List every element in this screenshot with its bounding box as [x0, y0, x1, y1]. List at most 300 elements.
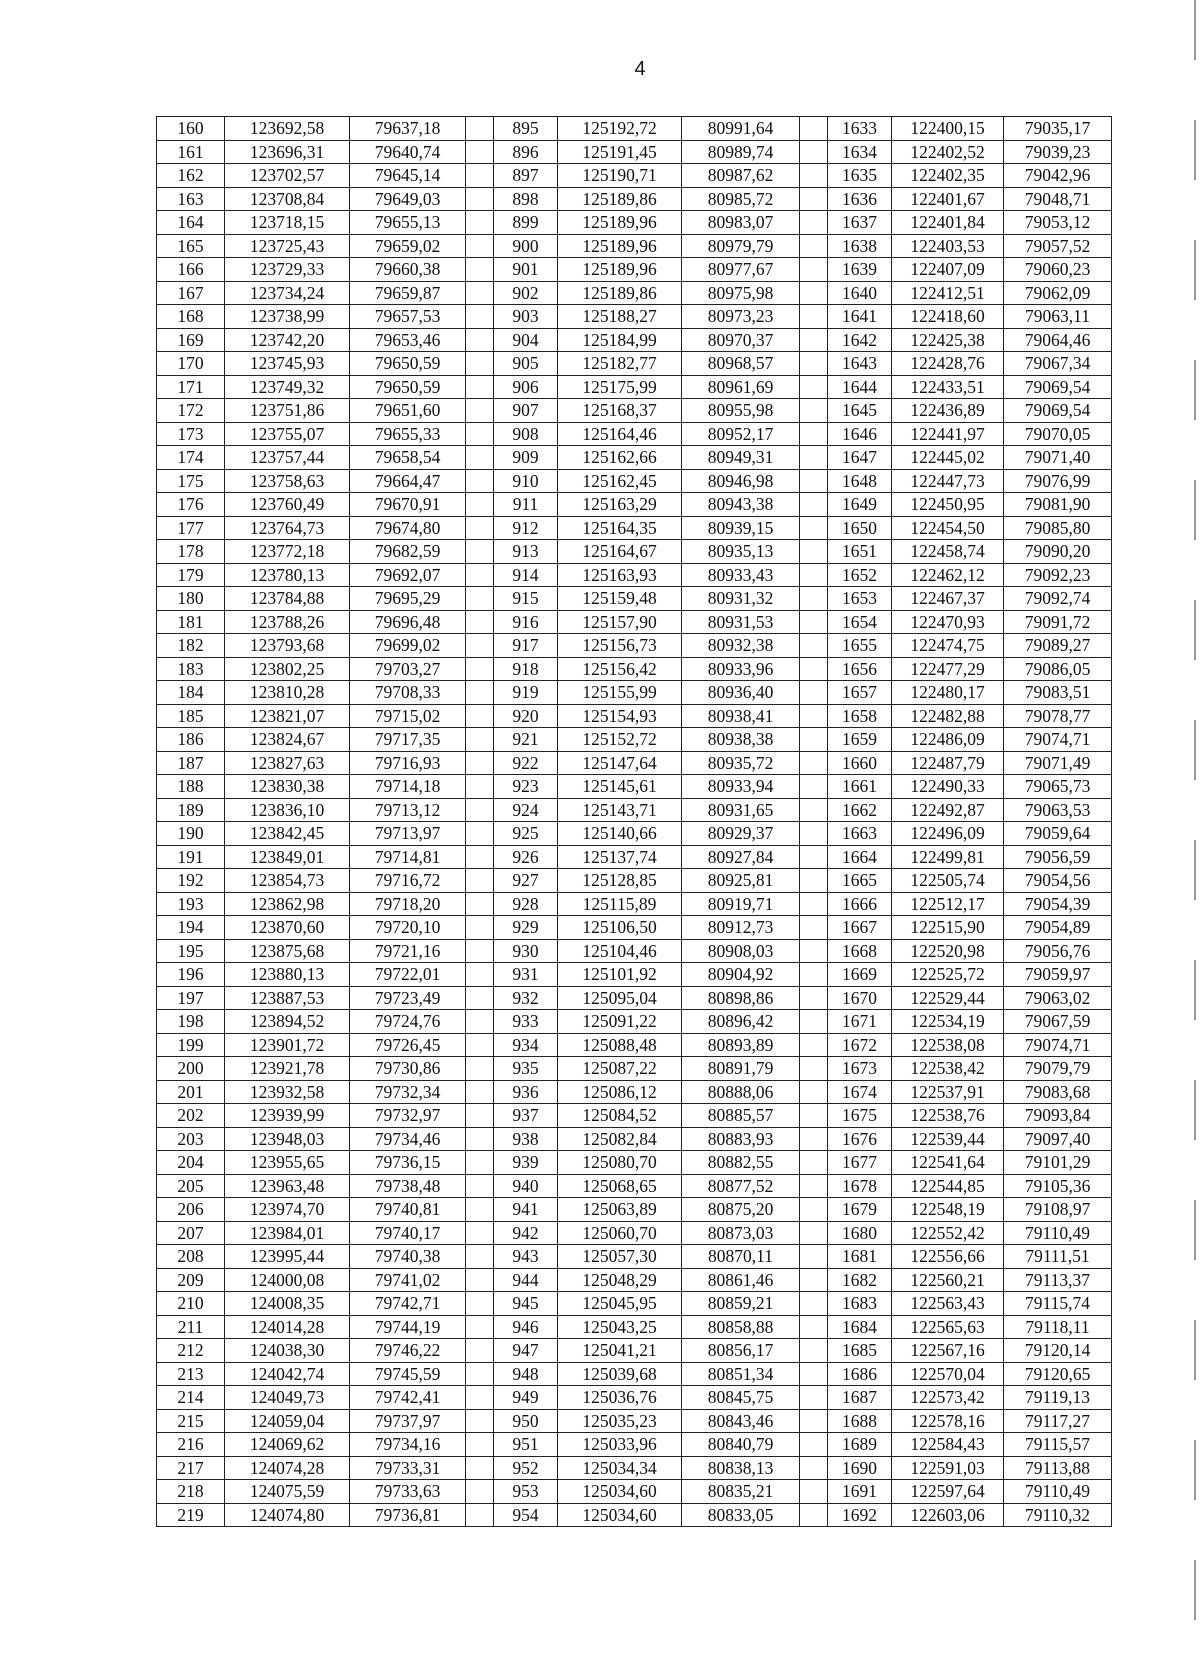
column-separator: [800, 1433, 828, 1457]
point-number-c: 1660: [828, 751, 892, 775]
table-row: [157, 1315, 1112, 1339]
point-number-b: 954: [494, 1503, 558, 1527]
column-separator: [800, 845, 828, 869]
point-number-c: 1665: [828, 869, 892, 893]
point-number-b: 916: [494, 610, 558, 634]
point-number-b: 929: [494, 916, 558, 940]
point-number-c: 1687: [828, 1386, 892, 1410]
x-coordinate-b: 125162,66: [558, 446, 682, 470]
x-coordinate-b: 125035,23: [558, 1409, 682, 1433]
x-coordinate-c: 122486,09: [892, 728, 1004, 752]
column-separator: [466, 1386, 494, 1410]
y-coordinate-a: 79637,18: [350, 117, 466, 141]
point-number-a: 214: [157, 1386, 225, 1410]
column-separator: [800, 1409, 828, 1433]
x-coordinate-c: 122492,87: [892, 798, 1004, 822]
column-separator: [466, 1174, 494, 1198]
point-number-c: 1657: [828, 681, 892, 705]
y-coordinate-a: 79713,12: [350, 798, 466, 822]
point-number-a: 173: [157, 422, 225, 446]
column-separator: [466, 963, 494, 987]
y-coordinate-b: 80936,40: [682, 681, 800, 705]
y-coordinate-a: 79742,41: [350, 1386, 466, 1410]
x-coordinate-a: 123894,52: [225, 1010, 350, 1034]
y-coordinate-b: 80970,37: [682, 328, 800, 352]
column-separator: [800, 1057, 828, 1081]
column-separator: [800, 1456, 828, 1480]
column-separator: [466, 493, 494, 517]
column-separator: [800, 493, 828, 517]
table-row: [157, 328, 1112, 352]
column-separator: [466, 1268, 494, 1292]
column-separator: [800, 1362, 828, 1386]
table-row: [157, 1104, 1112, 1128]
x-coordinate-b: 125157,90: [558, 610, 682, 634]
x-coordinate-a: 123788,26: [225, 610, 350, 634]
x-coordinate-b: 125034,60: [558, 1503, 682, 1527]
column-separator: [800, 869, 828, 893]
point-number-c: 1633: [828, 117, 892, 141]
y-coordinate-a: 79657,53: [350, 305, 466, 329]
table-row: [157, 1245, 1112, 1269]
y-coordinate-b: 80977,67: [682, 258, 800, 282]
y-coordinate-c: 79035,17: [1004, 117, 1112, 141]
column-separator: [466, 1292, 494, 1316]
x-coordinate-c: 122544,85: [892, 1174, 1004, 1198]
x-coordinate-a: 123772,18: [225, 540, 350, 564]
y-coordinate-a: 79658,54: [350, 446, 466, 470]
point-number-a: 209: [157, 1268, 225, 1292]
point-number-b: 950: [494, 1409, 558, 1433]
x-coordinate-a: 123758,63: [225, 469, 350, 493]
x-coordinate-b: 125184,99: [558, 328, 682, 352]
y-coordinate-a: 79659,87: [350, 281, 466, 305]
y-coordinate-c: 79097,40: [1004, 1127, 1112, 1151]
y-coordinate-c: 79105,36: [1004, 1174, 1112, 1198]
point-number-a: 189: [157, 798, 225, 822]
y-coordinate-c: 79120,14: [1004, 1339, 1112, 1363]
point-number-a: 218: [157, 1480, 225, 1504]
y-coordinate-c: 79070,05: [1004, 422, 1112, 446]
point-number-a: 178: [157, 540, 225, 564]
x-coordinate-c: 122556,66: [892, 1245, 1004, 1269]
x-coordinate-a: 124042,74: [225, 1362, 350, 1386]
table-row: [157, 234, 1112, 258]
y-coordinate-b: 80882,55: [682, 1151, 800, 1175]
y-coordinate-c: 79120,65: [1004, 1362, 1112, 1386]
x-coordinate-b: 125192,72: [558, 117, 682, 141]
y-coordinate-c: 79092,23: [1004, 563, 1112, 587]
y-coordinate-a: 79740,81: [350, 1198, 466, 1222]
x-coordinate-b: 125188,27: [558, 305, 682, 329]
x-coordinate-a: 123757,44: [225, 446, 350, 470]
point-number-c: 1685: [828, 1339, 892, 1363]
table-row: [157, 305, 1112, 329]
x-coordinate-a: 123745,93: [225, 352, 350, 376]
point-number-b: 946: [494, 1315, 558, 1339]
point-number-b: 912: [494, 516, 558, 540]
y-coordinate-b: 80929,37: [682, 822, 800, 846]
x-coordinate-c: 122418,60: [892, 305, 1004, 329]
column-separator: [800, 1033, 828, 1057]
y-coordinate-b: 80927,84: [682, 845, 800, 869]
y-coordinate-a: 79732,34: [350, 1080, 466, 1104]
column-separator: [466, 258, 494, 282]
x-coordinate-a: 123729,33: [225, 258, 350, 282]
point-number-b: 935: [494, 1057, 558, 1081]
table-row: [157, 563, 1112, 587]
y-coordinate-b: 80989,74: [682, 140, 800, 164]
point-number-a: 166: [157, 258, 225, 282]
x-coordinate-c: 122573,42: [892, 1386, 1004, 1410]
y-coordinate-b: 80904,92: [682, 963, 800, 987]
x-coordinate-a: 123810,28: [225, 681, 350, 705]
table-row: [157, 1268, 1112, 1292]
y-coordinate-b: 80975,98: [682, 281, 800, 305]
y-coordinate-a: 79714,81: [350, 845, 466, 869]
point-number-b: 940: [494, 1174, 558, 1198]
y-coordinate-b: 80861,46: [682, 1268, 800, 1292]
point-number-a: 177: [157, 516, 225, 540]
y-coordinate-a: 79696,48: [350, 610, 466, 634]
x-coordinate-c: 122563,43: [892, 1292, 1004, 1316]
y-coordinate-c: 79119,13: [1004, 1386, 1112, 1410]
point-number-a: 210: [157, 1292, 225, 1316]
point-number-c: 1686: [828, 1362, 892, 1386]
point-number-c: 1689: [828, 1433, 892, 1457]
x-coordinate-a: 123901,72: [225, 1033, 350, 1057]
y-coordinate-b: 80952,17: [682, 422, 800, 446]
x-coordinate-c: 122548,19: [892, 1198, 1004, 1222]
x-coordinate-a: 123963,48: [225, 1174, 350, 1198]
point-number-b: 952: [494, 1456, 558, 1480]
point-number-b: 901: [494, 258, 558, 282]
x-coordinate-c: 122436,89: [892, 399, 1004, 423]
y-coordinate-c: 79064,46: [1004, 328, 1112, 352]
point-number-c: 1691: [828, 1480, 892, 1504]
x-coordinate-b: 125164,46: [558, 422, 682, 446]
table-row: [157, 845, 1112, 869]
y-coordinate-a: 79651,60: [350, 399, 466, 423]
y-coordinate-b: 80851,34: [682, 1362, 800, 1386]
column-separator: [466, 1456, 494, 1480]
x-coordinate-b: 125087,22: [558, 1057, 682, 1081]
x-coordinate-a: 123696,31: [225, 140, 350, 164]
x-coordinate-a: 123842,45: [225, 822, 350, 846]
column-separator: [466, 516, 494, 540]
point-number-a: 163: [157, 187, 225, 211]
column-separator: [466, 1104, 494, 1128]
point-number-c: 1670: [828, 986, 892, 1010]
point-number-b: 926: [494, 845, 558, 869]
x-coordinate-a: 124008,35: [225, 1292, 350, 1316]
point-number-a: 169: [157, 328, 225, 352]
y-coordinate-b: 80932,38: [682, 634, 800, 658]
y-coordinate-c: 79069,54: [1004, 399, 1112, 423]
x-coordinate-b: 125106,50: [558, 916, 682, 940]
x-coordinate-c: 122570,04: [892, 1362, 1004, 1386]
column-separator: [800, 916, 828, 940]
column-separator: [466, 1080, 494, 1104]
table-row: [157, 1386, 1112, 1410]
x-coordinate-c: 122565,63: [892, 1315, 1004, 1339]
column-separator: [800, 963, 828, 987]
y-coordinate-a: 79713,97: [350, 822, 466, 846]
table-row: [157, 1480, 1112, 1504]
x-coordinate-c: 122537,91: [892, 1080, 1004, 1104]
point-number-b: 933: [494, 1010, 558, 1034]
x-coordinate-b: 125145,61: [558, 775, 682, 799]
column-separator: [800, 234, 828, 258]
column-separator: [466, 728, 494, 752]
point-number-c: 1678: [828, 1174, 892, 1198]
y-coordinate-b: 80935,72: [682, 751, 800, 775]
point-number-c: 1634: [828, 140, 892, 164]
column-separator: [800, 1080, 828, 1104]
x-coordinate-c: 122428,76: [892, 352, 1004, 376]
point-number-b: 930: [494, 939, 558, 963]
y-coordinate-c: 79074,71: [1004, 728, 1112, 752]
point-number-b: 900: [494, 234, 558, 258]
point-number-c: 1659: [828, 728, 892, 752]
table-row: [157, 1456, 1112, 1480]
y-coordinate-b: 80835,21: [682, 1480, 800, 1504]
y-coordinate-a: 79715,02: [350, 704, 466, 728]
point-number-b: 913: [494, 540, 558, 564]
column-separator: [800, 211, 828, 235]
y-coordinate-a: 79745,59: [350, 1362, 466, 1386]
y-coordinate-a: 79650,59: [350, 352, 466, 376]
column-separator: [800, 305, 828, 329]
column-separator: [466, 140, 494, 164]
x-coordinate-c: 122515,90: [892, 916, 1004, 940]
point-number-b: 896: [494, 140, 558, 164]
point-number-b: 938: [494, 1127, 558, 1151]
y-coordinate-a: 79732,97: [350, 1104, 466, 1128]
column-separator: [800, 1221, 828, 1245]
x-coordinate-a: 123854,73: [225, 869, 350, 893]
column-separator: [800, 1151, 828, 1175]
y-coordinate-a: 79746,22: [350, 1339, 466, 1363]
x-coordinate-a: 123780,13: [225, 563, 350, 587]
x-coordinate-c: 122591,03: [892, 1456, 1004, 1480]
y-coordinate-a: 79721,16: [350, 939, 466, 963]
y-coordinate-a: 79724,76: [350, 1010, 466, 1034]
point-number-a: 205: [157, 1174, 225, 1198]
x-coordinate-b: 125140,66: [558, 822, 682, 846]
table-row: [157, 117, 1112, 141]
y-coordinate-c: 79076,99: [1004, 469, 1112, 493]
y-coordinate-b: 80938,41: [682, 704, 800, 728]
column-separator: [800, 117, 828, 141]
x-coordinate-b: 125155,99: [558, 681, 682, 705]
x-coordinate-a: 123984,01: [225, 1221, 350, 1245]
column-separator: [800, 1010, 828, 1034]
point-number-c: 1653: [828, 587, 892, 611]
point-number-b: 949: [494, 1386, 558, 1410]
column-separator: [466, 540, 494, 564]
y-coordinate-c: 79091,72: [1004, 610, 1112, 634]
x-coordinate-b: 125152,72: [558, 728, 682, 752]
y-coordinate-c: 79101,29: [1004, 1151, 1112, 1175]
x-coordinate-c: 122505,74: [892, 869, 1004, 893]
y-coordinate-c: 79054,89: [1004, 916, 1112, 940]
table-row: [157, 822, 1112, 846]
point-number-c: 1676: [828, 1127, 892, 1151]
point-number-b: 947: [494, 1339, 558, 1363]
x-coordinate-a: 123955,65: [225, 1151, 350, 1175]
y-coordinate-c: 79069,54: [1004, 375, 1112, 399]
x-coordinate-a: 123738,99: [225, 305, 350, 329]
x-coordinate-b: 125034,34: [558, 1456, 682, 1480]
point-number-b: 948: [494, 1362, 558, 1386]
table-row: [157, 1198, 1112, 1222]
column-separator: [800, 634, 828, 658]
point-number-c: 1679: [828, 1198, 892, 1222]
point-number-c: 1677: [828, 1151, 892, 1175]
point-number-a: 171: [157, 375, 225, 399]
column-separator: [800, 1503, 828, 1527]
table-row: [157, 446, 1112, 470]
x-coordinate-b: 125164,35: [558, 516, 682, 540]
coordinates-table-body: [157, 117, 1112, 1527]
table-row: [157, 164, 1112, 188]
y-coordinate-b: 80979,79: [682, 234, 800, 258]
y-coordinate-a: 79653,46: [350, 328, 466, 352]
table-row: [157, 1174, 1112, 1198]
point-number-b: 951: [494, 1433, 558, 1457]
column-separator: [466, 1245, 494, 1269]
x-coordinate-b: 125189,96: [558, 211, 682, 235]
column-separator: [466, 1503, 494, 1527]
x-coordinate-c: 122433,51: [892, 375, 1004, 399]
table-row: [157, 1057, 1112, 1081]
point-number-c: 1684: [828, 1315, 892, 1339]
column-separator: [466, 916, 494, 940]
point-number-a: 186: [157, 728, 225, 752]
point-number-b: 928: [494, 892, 558, 916]
point-number-c: 1672: [828, 1033, 892, 1057]
column-separator: [466, 681, 494, 705]
x-coordinate-b: 125159,48: [558, 587, 682, 611]
column-separator: [800, 798, 828, 822]
y-coordinate-c: 79085,80: [1004, 516, 1112, 540]
point-number-b: 909: [494, 446, 558, 470]
y-coordinate-b: 80931,65: [682, 798, 800, 822]
y-coordinate-c: 79110,49: [1004, 1480, 1112, 1504]
column-separator: [800, 939, 828, 963]
x-coordinate-b: 125091,22: [558, 1010, 682, 1034]
y-coordinate-c: 79115,57: [1004, 1433, 1112, 1457]
column-separator: [466, 1315, 494, 1339]
column-separator: [466, 751, 494, 775]
column-separator: [800, 1268, 828, 1292]
point-number-b: 934: [494, 1033, 558, 1057]
point-number-b: 914: [494, 563, 558, 587]
x-coordinate-c: 122538,42: [892, 1057, 1004, 1081]
point-number-a: 193: [157, 892, 225, 916]
y-coordinate-c: 79059,64: [1004, 822, 1112, 846]
x-coordinate-c: 122539,44: [892, 1127, 1004, 1151]
y-coordinate-a: 79649,03: [350, 187, 466, 211]
y-coordinate-b: 80938,38: [682, 728, 800, 752]
point-number-c: 1683: [828, 1292, 892, 1316]
y-coordinate-c: 79078,77: [1004, 704, 1112, 728]
point-number-a: 170: [157, 352, 225, 376]
table-row: [157, 1080, 1112, 1104]
column-separator: [466, 704, 494, 728]
point-number-b: 899: [494, 211, 558, 235]
point-number-a: 204: [157, 1151, 225, 1175]
x-coordinate-b: 125057,30: [558, 1245, 682, 1269]
point-number-a: 197: [157, 986, 225, 1010]
x-coordinate-b: 125189,86: [558, 281, 682, 305]
y-coordinate-b: 80933,94: [682, 775, 800, 799]
y-coordinate-b: 80991,64: [682, 117, 800, 141]
x-coordinate-b: 125080,70: [558, 1151, 682, 1175]
point-number-a: 211: [157, 1315, 225, 1339]
x-coordinate-a: 123862,98: [225, 892, 350, 916]
x-coordinate-c: 122496,09: [892, 822, 1004, 846]
column-separator: [800, 164, 828, 188]
point-number-a: 191: [157, 845, 225, 869]
point-number-c: 1675: [828, 1104, 892, 1128]
column-separator: [466, 234, 494, 258]
y-coordinate-c: 79039,23: [1004, 140, 1112, 164]
x-coordinate-c: 122474,75: [892, 634, 1004, 658]
x-coordinate-c: 122512,17: [892, 892, 1004, 916]
point-number-c: 1669: [828, 963, 892, 987]
point-number-b: 902: [494, 281, 558, 305]
column-separator: [466, 187, 494, 211]
y-coordinate-b: 80955,98: [682, 399, 800, 423]
point-number-a: 162: [157, 164, 225, 188]
x-coordinate-a: 123702,57: [225, 164, 350, 188]
point-number-c: 1680: [828, 1221, 892, 1245]
x-coordinate-c: 122525,72: [892, 963, 1004, 987]
y-coordinate-a: 79714,18: [350, 775, 466, 799]
column-separator: [800, 1315, 828, 1339]
column-separator: [466, 422, 494, 446]
column-separator: [466, 1480, 494, 1504]
y-coordinate-b: 80935,13: [682, 540, 800, 564]
point-number-b: 921: [494, 728, 558, 752]
y-coordinate-c: 79071,49: [1004, 751, 1112, 775]
x-coordinate-c: 122584,43: [892, 1433, 1004, 1457]
point-number-c: 1641: [828, 305, 892, 329]
y-coordinate-c: 79063,53: [1004, 798, 1112, 822]
point-number-a: 216: [157, 1433, 225, 1457]
y-coordinate-a: 79730,86: [350, 1057, 466, 1081]
y-coordinate-b: 80896,42: [682, 1010, 800, 1034]
column-separator: [800, 681, 828, 705]
x-coordinate-b: 125191,45: [558, 140, 682, 164]
y-coordinate-c: 79048,71: [1004, 187, 1112, 211]
point-number-a: 185: [157, 704, 225, 728]
x-coordinate-b: 125168,37: [558, 399, 682, 423]
x-coordinate-c: 122487,79: [892, 751, 1004, 775]
point-number-a: 208: [157, 1245, 225, 1269]
point-number-a: 215: [157, 1409, 225, 1433]
column-separator: [800, 516, 828, 540]
y-coordinate-b: 80898,86: [682, 986, 800, 1010]
point-number-b: 941: [494, 1198, 558, 1222]
y-coordinate-b: 80891,79: [682, 1057, 800, 1081]
point-number-c: 1673: [828, 1057, 892, 1081]
y-coordinate-a: 79716,72: [350, 869, 466, 893]
y-coordinate-b: 80873,03: [682, 1221, 800, 1245]
column-separator: [466, 1362, 494, 1386]
